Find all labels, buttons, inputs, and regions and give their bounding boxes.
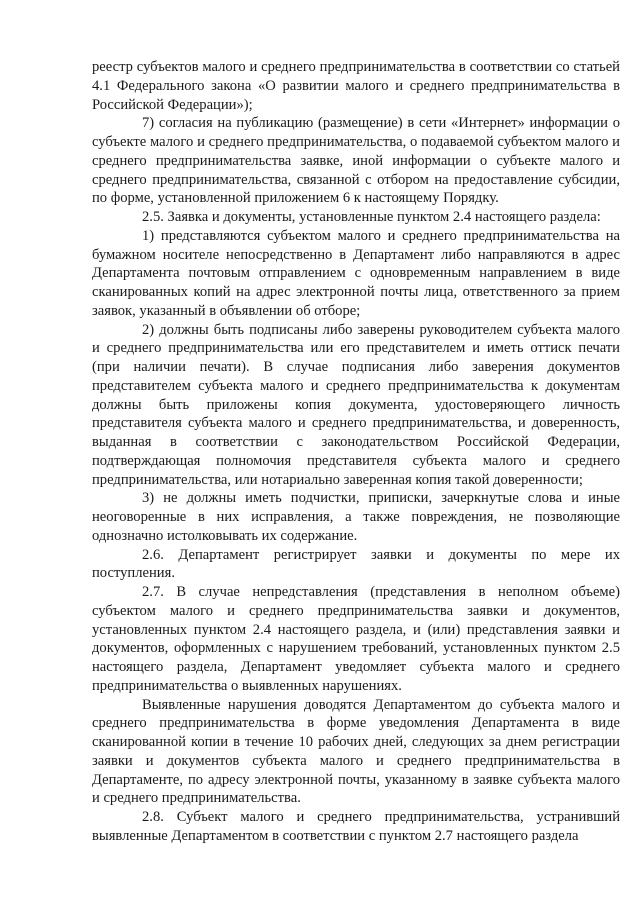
paragraph-2-5-heading: 2.5. Заявка и документы, установленные пунктом 2.4 настоящего раздела: xyxy=(142,209,601,225)
paragraph-item-7-consent: 7) согласия на публикацию (размещение) в сети «Интернет» информации о субъекте малого и среднего предпринимательства, о подаваемой субъектом малого и среднего предпринимательства заявке, иной информации о субъекте малого и среднего предпринимательства, связанной с отбором на предоставление субсидии, по форме, установленной приложением 6 к настоящему Порядку. xyxy=(92,115,620,207)
paragraph-2-5-item-3: 3) не должны иметь подчистки, приписки, зачеркнутые слова и иные неоговоренные в них исправления, а также повреждения, не позволяющие однозначно истолковывать их содержание. xyxy=(92,490,620,544)
document-page xyxy=(92,58,620,846)
paragraph-registry-continuation: реестр субъектов малого и среднего предпринимательства в соответствии со статьей 4.1 Федерального закона «О развитии малого и среднего предпринимательства в Российской Федерации»); xyxy=(92,59,620,113)
paragraph-2-7: 2.7. В случае непредставления (представления в неполном объеме) субъектом малого и среднего предпринимательства заявки и документов, установленных пунктом 2.4 настоящего раздела, и (или) представления заявки и документов, оформленных с нарушением требований, установленных пунктом 2.5 настоящего раздела, Департамент уведомляет субъекта малого и среднего предпринимательства о выявленных нарушениях. xyxy=(92,584,620,694)
paragraph-2-5-item-2: 2) должны быть подписаны либо заверены руководителем субъекта малого и среднего предпринимательства или его представителем и иметь оттиск печати (при наличии печати). В случае подписания либо заверения документов представителем субъекта малого и среднего предпринимательства к документам должны быть приложены копия документа, удостоверяющего личность представителя субъекта малого и среднего предпринимательства, и доверенность, выданная в соответствии с законодательством Российской Федерации, подтверждающая полномочия представителя субъекта малого и среднего предпринимательства, или нотариально заверенная копия такой доверенности; xyxy=(92,321,620,488)
paragraph-2-8: 2.8. Субъект малого и среднего предпринимательства, устранивший выявленные Департаментом в соответствии с пунктом 2.7 настоящего раздела xyxy=(92,809,620,844)
paragraph-2-5-item-1: 1) представляются субъектом малого и среднего предпринимательства на бумажном носителе непосредственно в Департамент либо направляются в адрес Департамента почтовым отправлением с одновременным направлением в виде сканированных копий на адрес электронной почты лица, ответственного за прием заявок, указанный в объявлении об отборе; xyxy=(92,227,620,319)
paragraph-violations-notice: Выявленные нарушения доводятся Департаментом до субъекта малого и среднего предпринимательства в форме уведомления Департамента в виде сканированной копии в течение 10 рабочих дней, следующих за днем регистрации заявки и документов субъекта малого и среднего предпринимательства в Департаменте, по адресу электронной почты, указанному в заявке субъекта малого и среднего предпринимательства. xyxy=(92,696,620,807)
paragraph-2-6: 2.6. Департамент регистрирует заявки и документы по мере их поступления. xyxy=(92,546,620,582)
